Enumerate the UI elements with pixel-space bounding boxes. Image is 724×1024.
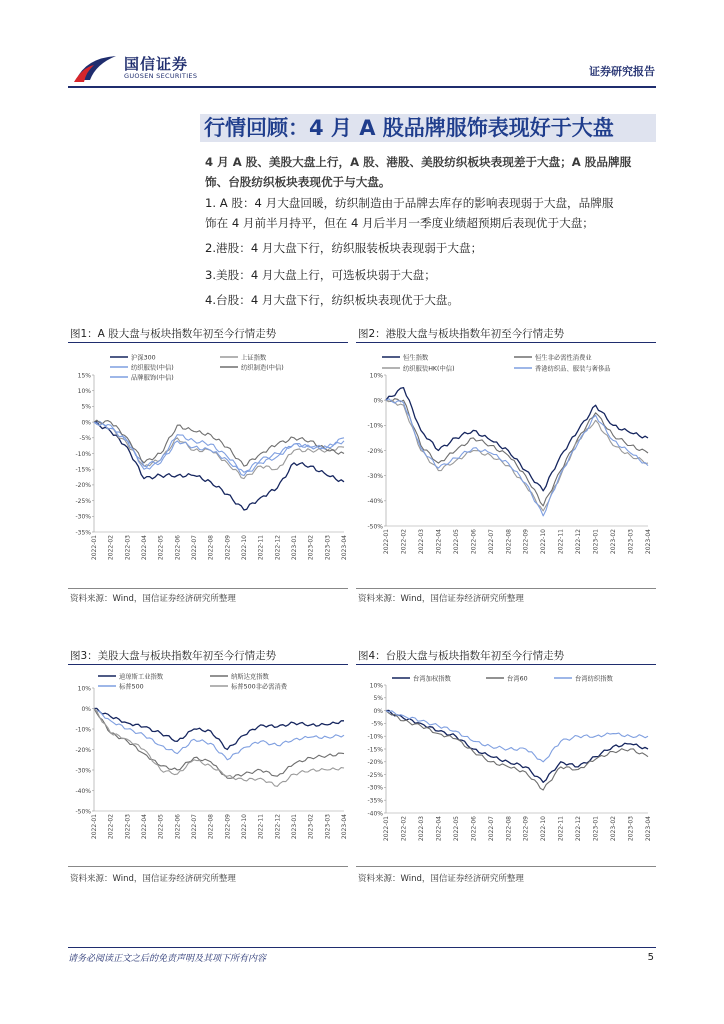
legend-label: 标普500 bbox=[119, 683, 144, 691]
figure-3-source: 资料来源：Wind，国信证券经济研究所整理 bbox=[70, 874, 236, 884]
x-tick-label: 2022-03 bbox=[124, 814, 132, 840]
y-tick-label: 0% bbox=[373, 707, 383, 715]
x-tick-label: 2022-09 bbox=[224, 535, 232, 561]
x-tick-label: 2022-06 bbox=[470, 816, 478, 842]
legend-label: 纳斯达克指数 bbox=[231, 673, 269, 681]
y-tick-label: 0% bbox=[81, 419, 91, 427]
x-tick-label: 2022-07 bbox=[487, 529, 495, 555]
x-tick-label: 2023-01 bbox=[291, 814, 298, 840]
x-tick-label: 2023-04 bbox=[341, 814, 348, 840]
x-tick-label: 2022-06 bbox=[174, 535, 182, 561]
paragraph-us: 3.美股：4 月大盘上行，可选板块弱于大盘； bbox=[205, 268, 436, 282]
x-tick-label: 2023-01 bbox=[592, 816, 600, 842]
legend-label: 上证指数 bbox=[241, 354, 267, 362]
x-tick-label: 2022-01 bbox=[383, 529, 390, 555]
x-tick-label: 2022-03 bbox=[124, 535, 132, 561]
series-line-0 bbox=[94, 422, 344, 510]
y-tick-label: -10% bbox=[367, 733, 383, 741]
x-tick-label: 2022-08 bbox=[505, 529, 513, 555]
section-title: 行情回顾：4 月 A 股品牌服饰表现好于大盘 bbox=[204, 116, 614, 140]
x-tick-label: 2023-03 bbox=[324, 814, 332, 840]
series-line-1 bbox=[386, 399, 648, 506]
x-tick-label: 2022-02 bbox=[107, 814, 115, 840]
x-tick-label: 2022-06 bbox=[470, 529, 478, 555]
x-tick-label: 2022-07 bbox=[191, 535, 198, 561]
y-tick-label: -5% bbox=[79, 435, 91, 443]
figure-2-caption: 图2：港股大盘与板块指数年初至今行情走势 bbox=[358, 328, 565, 340]
legend-label: 台湾60 bbox=[507, 675, 528, 683]
legend-label: 台湾纺织指数 bbox=[575, 675, 613, 683]
x-tick-label: 2023-04 bbox=[645, 529, 652, 555]
x-tick-label: 2022-08 bbox=[207, 814, 215, 840]
series-line-4 bbox=[94, 422, 344, 475]
y-tick-label: -10% bbox=[367, 422, 383, 430]
legend-label: 香港纺织品、服装与奢侈品 bbox=[535, 365, 611, 373]
legend-label: 恒生指数 bbox=[403, 354, 429, 362]
paragraph-a-share bbox=[205, 193, 657, 233]
x-tick-label: 2022-02 bbox=[400, 529, 408, 555]
figure-4-caption: 图4：台股大盘与板块指数年初至今行情走势 bbox=[358, 650, 565, 662]
series-line-3 bbox=[94, 709, 344, 787]
figure-3-top-rule bbox=[68, 664, 348, 665]
y-tick-label: 10% bbox=[77, 388, 91, 395]
y-tick-label: -5% bbox=[371, 720, 383, 728]
series-line-2 bbox=[386, 711, 648, 762]
x-tick-label: 2023-02 bbox=[307, 535, 315, 561]
figure-2-source: 资料来源：Wind，国信证券经济研究所整理 bbox=[358, 594, 524, 604]
y-tick-label: 5% bbox=[373, 695, 383, 703]
x-tick-label: 2022-03 bbox=[417, 529, 425, 555]
paragraph-tw: 4.台股：4 月大盘下行，纺织板块表现优于大盘。 bbox=[205, 293, 459, 307]
logo-text-cn: 国信证券 bbox=[124, 55, 189, 73]
series-line-3 bbox=[386, 399, 648, 516]
figure-2-chart bbox=[356, 345, 656, 585]
x-tick-label: 2022-12 bbox=[575, 816, 583, 842]
legend-label: 恒生非必需性消费业 bbox=[535, 354, 592, 362]
y-tick-label: -35% bbox=[367, 797, 383, 805]
y-tick-label: -40% bbox=[75, 787, 91, 795]
x-tick-label: 2022-05 bbox=[157, 814, 165, 840]
x-tick-label: 2023-02 bbox=[307, 814, 315, 840]
legend-label: 道琼斯工业指数 bbox=[119, 673, 164, 681]
legend-label: 纺织服装HK(中信) bbox=[403, 365, 455, 373]
y-tick-label: -40% bbox=[367, 810, 383, 818]
y-tick-label: -50% bbox=[75, 808, 91, 816]
x-tick-label: 2022-09 bbox=[522, 816, 530, 842]
figure-1-caption: 图1：A 股大盘与板块指数年初至今行情走势 bbox=[70, 328, 277, 340]
x-tick-label: 2023-03 bbox=[627, 529, 635, 555]
y-tick-label: -10% bbox=[75, 450, 91, 458]
x-tick-label: 2023-03 bbox=[627, 816, 635, 842]
x-tick-label: 2022-05 bbox=[452, 529, 460, 555]
header-divider bbox=[68, 86, 656, 88]
y-tick-label: -30% bbox=[75, 513, 91, 521]
y-tick-label: 10% bbox=[369, 682, 383, 690]
x-tick-label: 2022-10 bbox=[241, 535, 248, 561]
x-tick-label: 2022-05 bbox=[452, 816, 460, 842]
figure-4-top-rule bbox=[356, 664, 656, 665]
series-line-2 bbox=[386, 400, 648, 511]
x-tick-label: 2022-06 bbox=[174, 814, 182, 840]
x-tick-label: 2022-01 bbox=[91, 535, 98, 561]
summary-line-1: 4 月 A 股、美股大盘上行，A 股、港股、美股纺织板块表现差于大盘；A 股品牌服 bbox=[205, 155, 632, 169]
paragraph-hk: 2.港股：4 月大盘下行，纺织服装板块表现弱于大盘； bbox=[205, 241, 483, 255]
figure-3-bottom-rule bbox=[68, 866, 348, 867]
report-type-label: 证券研究报告 bbox=[589, 65, 655, 78]
y-tick-label: 0% bbox=[81, 705, 91, 713]
x-tick-label: 2022-03 bbox=[417, 816, 425, 842]
x-tick-label: 2022-01 bbox=[91, 814, 98, 840]
y-tick-label: -30% bbox=[367, 784, 383, 792]
legend-label: 纺织服装(中信) bbox=[131, 364, 174, 372]
y-tick-label: -20% bbox=[367, 447, 383, 455]
x-tick-label: 2022-08 bbox=[207, 535, 215, 561]
y-tick-label: 5% bbox=[81, 403, 91, 411]
y-tick-label: -10% bbox=[75, 726, 91, 734]
x-tick-label: 2022-05 bbox=[157, 535, 165, 561]
figure-3-chart bbox=[68, 668, 350, 864]
y-tick-label: -20% bbox=[75, 746, 91, 754]
figure-4-chart bbox=[356, 668, 656, 864]
figure-1-chart bbox=[68, 345, 350, 585]
series-line-3 bbox=[94, 420, 344, 466]
x-tick-label: 2022-11 bbox=[557, 816, 565, 842]
x-tick-label: 2022-11 bbox=[257, 535, 265, 561]
x-tick-label: 2022-08 bbox=[505, 816, 513, 842]
figure-3-caption: 图3：美股大盘与板块指数年初至今行情走势 bbox=[70, 650, 277, 662]
figure-2-top-rule bbox=[356, 342, 656, 343]
y-tick-label: 10% bbox=[369, 372, 383, 380]
y-tick-label: -50% bbox=[367, 523, 383, 531]
y-tick-label: -20% bbox=[367, 759, 383, 767]
x-tick-label: 2022-12 bbox=[274, 814, 282, 840]
series-line-2 bbox=[94, 709, 344, 760]
x-tick-label: 2022-04 bbox=[435, 816, 443, 842]
x-tick-label: 2022-02 bbox=[107, 535, 115, 561]
x-tick-label: 2022-12 bbox=[575, 529, 583, 555]
y-tick-label: -15% bbox=[75, 466, 91, 474]
y-tick-label: -15% bbox=[367, 746, 383, 754]
x-tick-label: 2022-01 bbox=[383, 816, 390, 842]
x-tick-label: 2022-09 bbox=[522, 529, 530, 555]
x-tick-label: 2022-07 bbox=[487, 816, 495, 842]
logo-text-en: GUOSEN SECURITIES bbox=[124, 72, 198, 80]
legend-label: 品牌服饰(中信) bbox=[131, 374, 174, 382]
y-tick-label: 15% bbox=[77, 372, 91, 380]
x-tick-label: 2023-02 bbox=[610, 529, 618, 555]
x-tick-label: 2023-03 bbox=[324, 535, 332, 561]
y-tick-label: -35% bbox=[75, 529, 91, 537]
x-tick-label: 2023-02 bbox=[610, 816, 618, 842]
x-tick-label: 2023-01 bbox=[291, 535, 298, 561]
x-tick-label: 2022-04 bbox=[435, 529, 443, 555]
legend-label: 标普500非必需消费 bbox=[231, 683, 288, 691]
summary-line-2: 饰、台股纺织板块表现优于与大盘。 bbox=[205, 175, 391, 189]
x-tick-label: 2022-07 bbox=[191, 814, 198, 840]
footer-divider bbox=[68, 947, 656, 948]
y-tick-label: -20% bbox=[75, 482, 91, 490]
y-tick-label: -40% bbox=[367, 498, 383, 506]
figure-4-source: 资料来源：Wind，国信证券经济研究所整理 bbox=[358, 874, 524, 884]
paragraph-a-share-line-2: 饰在 4 月前半月持平，但在 4 月后半月一季度业绩超预期后表现优于大盘； bbox=[205, 216, 594, 230]
x-tick-label: 2022-04 bbox=[141, 535, 148, 561]
guosen-logo-icon bbox=[72, 52, 118, 84]
x-tick-label: 2022-10 bbox=[540, 529, 548, 555]
x-tick-label: 2023-01 bbox=[592, 529, 600, 555]
legend-label: 台湾加权指数 bbox=[413, 675, 451, 683]
figure-1-source: 资料来源：Wind，国信证券经济研究所整理 bbox=[70, 594, 236, 604]
x-tick-label: 2022-02 bbox=[400, 816, 408, 842]
x-tick-label: 2022-09 bbox=[224, 814, 232, 840]
paragraph-a-share-line-1: 1. A 股：4 月大盘回暖，纺织制造由于品牌去库存的影响表现弱于大盘，品牌服 bbox=[205, 196, 614, 210]
y-tick-label: -30% bbox=[367, 472, 383, 480]
y-tick-label: 10% bbox=[77, 685, 91, 693]
figure-1-bottom-rule bbox=[68, 588, 348, 589]
x-tick-label: 2022-10 bbox=[241, 814, 248, 840]
figure-4-bottom-rule bbox=[356, 866, 656, 867]
figure-2-bottom-rule bbox=[356, 588, 656, 589]
y-tick-label: -25% bbox=[75, 497, 91, 505]
x-tick-label: 2023-04 bbox=[645, 816, 652, 842]
x-tick-label: 2022-04 bbox=[141, 814, 148, 840]
series-line-1 bbox=[94, 422, 344, 479]
x-tick-label: 2022-11 bbox=[557, 529, 565, 555]
x-tick-label: 2022-11 bbox=[257, 814, 265, 840]
x-tick-label: 2022-10 bbox=[540, 816, 548, 842]
disclaimer-text: 请务必阅读正文之后的免责声明及其项下所有内容 bbox=[68, 954, 267, 964]
x-tick-label: 2022-12 bbox=[274, 535, 282, 561]
figure-1-top-rule bbox=[68, 342, 348, 343]
page-number: 5 bbox=[647, 952, 654, 963]
x-tick-label: 2023-04 bbox=[341, 535, 348, 561]
y-tick-label: 0% bbox=[373, 397, 383, 405]
summary-paragraph bbox=[205, 152, 657, 192]
y-tick-label: -30% bbox=[75, 767, 91, 775]
y-tick-label: -25% bbox=[367, 771, 383, 779]
legend-label: 沪深300 bbox=[131, 354, 156, 362]
legend-label: 纺织制造(中信) bbox=[241, 364, 284, 372]
